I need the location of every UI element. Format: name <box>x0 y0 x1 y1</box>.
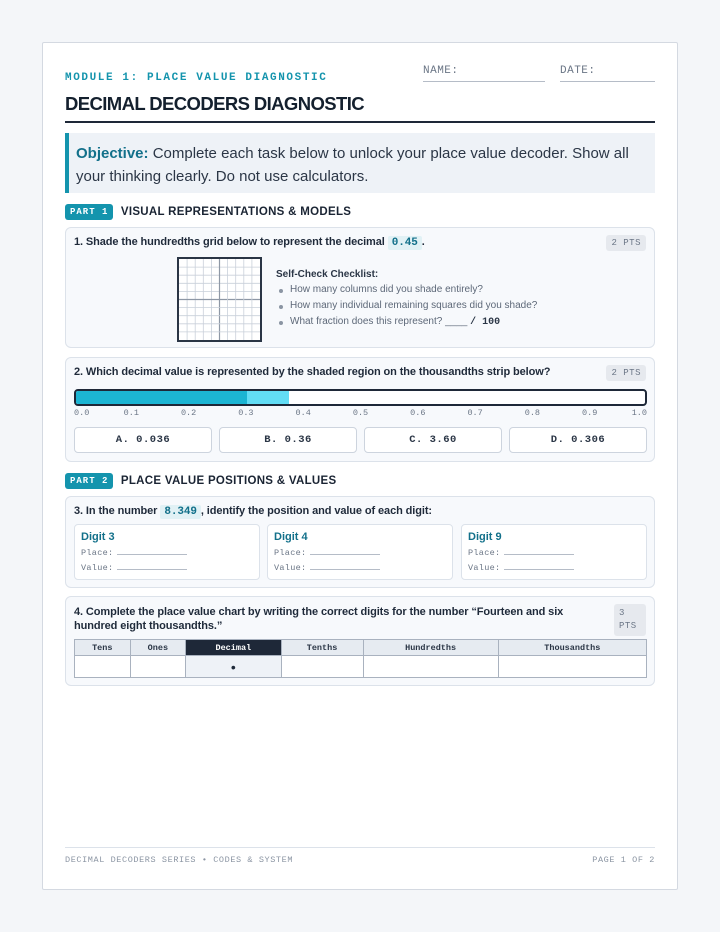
tens-cell[interactable] <box>75 656 131 678</box>
strip-tick-label: 0.0 <box>74 408 90 418</box>
digit-4-value-field[interactable] <box>274 562 380 573</box>
hundredths-cell[interactable] <box>363 656 498 678</box>
digit-3-place-field[interactable] <box>81 547 187 558</box>
place-label: Place: <box>81 548 114 558</box>
ones-cell[interactable] <box>130 656 186 678</box>
module-label: MODULE 1: PLACE VALUE DIAGNOSTIC <box>65 72 328 84</box>
date-field[interactable] <box>560 65 655 82</box>
digit-9-value-field[interactable] <box>468 562 574 573</box>
question-2-points: 2 PTS <box>606 365 646 381</box>
chart-answer-row <box>75 656 647 678</box>
value-label: Value: <box>81 563 114 573</box>
question-2-card <box>65 357 655 462</box>
question-3-number: 8.349 <box>160 505 201 519</box>
strip-tick-label: 1.0 <box>631 408 647 418</box>
hundredths-grid-lines <box>179 259 260 340</box>
objective-text: Complete each task below to unlock your place value decoder. Show all your thinking clearly. Do not use calculators. <box>76 145 629 185</box>
digit-3-card <box>74 524 260 580</box>
strip-tick-label: 0.1 <box>123 408 139 418</box>
column-tenths: Tenths <box>281 640 363 656</box>
strip-shaded-partial <box>247 391 290 404</box>
strip-tick-label: 0.4 <box>295 408 311 418</box>
thousandths-strip <box>74 389 647 406</box>
checklist-items <box>276 284 537 328</box>
strip-tick-label: 0.8 <box>524 408 541 418</box>
option-a-button[interactable]: A. 0.036 <box>74 427 212 453</box>
part-1-title: VISUAL REPRESENTATIONS & MODELS <box>120 205 352 218</box>
self-check-checklist <box>276 269 537 333</box>
part-1-badge: PART 1 <box>65 204 113 220</box>
checklist-item-text: What fraction does this represent? ____ <box>290 316 468 327</box>
name-label: NAME: <box>423 65 459 77</box>
place-label: Place: <box>274 548 307 558</box>
strip-tick-label: 0.3 <box>238 408 254 418</box>
question-4-points: 3 PTS <box>614 604 646 636</box>
checklist-item: How many columns did you shade entirely? <box>276 284 537 295</box>
part-2-heading <box>65 472 336 490</box>
option-d-button[interactable]: D. 0.306 <box>509 427 647 453</box>
checklist-item: How many individual remaining squares did you shade? <box>276 300 537 311</box>
objective-label: Objective: <box>76 145 149 162</box>
tenths-cell[interactable] <box>281 656 363 678</box>
strip-tick-labels <box>74 408 647 420</box>
question-1-period: . <box>421 236 425 248</box>
page-title: DECIMAL DECODERS DIAGNOSTIC <box>65 93 365 114</box>
checklist-item <box>276 316 537 328</box>
question-1-decimal: 0.45 <box>388 236 422 250</box>
strip-tick-label: 0.6 <box>410 408 426 418</box>
thousandths-cell[interactable] <box>498 656 646 678</box>
place-value-chart <box>74 639 647 678</box>
value-label: Value: <box>274 563 307 573</box>
part-2-badge: PART 2 <box>65 473 113 489</box>
question-1-points: 2 PTS <box>606 235 646 251</box>
column-decimal: Decimal <box>186 640 281 656</box>
question-3-text <box>74 505 432 518</box>
column-ones: Ones <box>130 640 186 656</box>
part-2-title: PLACE VALUE POSITIONS & VALUES <box>120 474 337 487</box>
digit-3-title: Digit 3 <box>81 531 115 543</box>
digit-4-card <box>267 524 453 580</box>
question-1-card <box>65 227 655 348</box>
value-label: Value: <box>468 563 501 573</box>
option-b-button[interactable]: B. 0.36 <box>219 427 357 453</box>
strip-tick-label: 0.7 <box>467 408 483 418</box>
digit-9-place-field[interactable] <box>468 547 574 558</box>
date-label: DATE: <box>560 65 596 77</box>
chart-header-row <box>75 640 647 656</box>
question-1-prompt: 1. Shade the hundredths grid below to represent the decimal <box>74 236 385 248</box>
part-1-heading <box>65 203 351 221</box>
question-4-quote: “Fourteen and six hundred eight thousandths.” <box>74 606 564 632</box>
column-tens: Tens <box>75 640 131 656</box>
digit-9-title: Digit 9 <box>468 531 502 543</box>
worksheet-page <box>42 42 678 890</box>
hundredths-grid[interactable] <box>177 257 262 342</box>
strip-tick-label: 0.2 <box>180 408 197 418</box>
question-3-card <box>65 496 655 588</box>
checklist-title: Self-Check Checklist: <box>276 269 379 280</box>
strip-tick-label: 0.9 <box>582 408 598 418</box>
digit-3-value-field[interactable] <box>81 562 187 573</box>
digit-4-title: Digit 4 <box>274 531 308 543</box>
footer <box>65 847 655 865</box>
question-2-text: 2. Which decimal value is represented by the shaded region on the thousandths strip below? <box>74 366 551 378</box>
question-3-suffix: , identify the position and value of each digit: <box>200 505 432 517</box>
column-thousandths: Thousandths <box>498 640 646 656</box>
strip-tick-label: 0.5 <box>352 408 369 418</box>
fraction-denominator: / 100 <box>470 317 501 328</box>
question-4-card <box>65 596 655 686</box>
option-c-button[interactable]: C. 3.60 <box>364 427 502 453</box>
question-1-text <box>74 236 425 249</box>
name-field[interactable] <box>423 65 545 82</box>
header <box>65 65 655 123</box>
column-hundredths: Hundredths <box>363 640 498 656</box>
digit-4-place-field[interactable] <box>274 547 380 558</box>
strip-shaded-full <box>76 391 247 404</box>
question-4-text <box>74 605 604 633</box>
digit-9-card <box>461 524 647 580</box>
objective-box <box>65 133 655 193</box>
decimal-point-cell: • <box>186 656 281 678</box>
footer-series: DECIMAL DECODERS SERIES • CODES & SYSTEM <box>65 855 294 865</box>
footer-page-number: PAGE 1 OF 2 <box>592 855 655 865</box>
question-4-prefix: 4. Complete the place value chart by writing the correct digits for the number <box>74 606 472 618</box>
place-label: Place: <box>468 548 501 558</box>
question-3-prefix: 3. In the number <box>74 505 158 517</box>
